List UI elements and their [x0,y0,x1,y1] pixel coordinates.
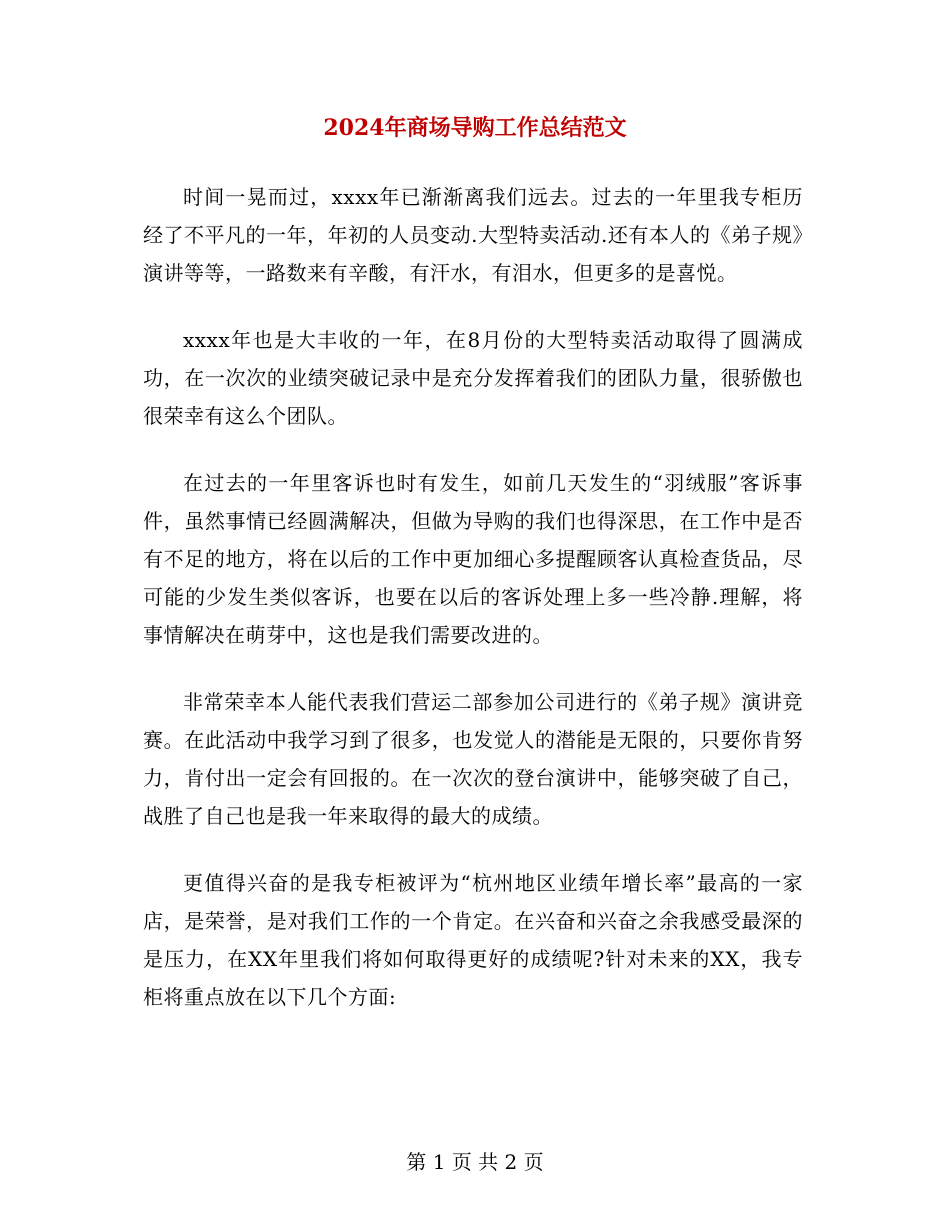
paragraph-4: 非常荣幸本人能代表我们营运二部参加公司进行的《弟子规》演讲竞赛。在此活动中我学习到了很多，也发觉人的潜能是无限的，只要你肯努力，肯付出一定会有回报的。在一次次的登台演讲中，能够突破了自己，战胜了自己也是我一年来取得的最大的成绩。 [143,690,803,828]
document-title: 2024年商场导购工作总结范文 [323,115,627,141]
paragraph-3: 在过去的一年里客诉也时有发生，如前几天发生的“羽绒服”客诉事件，虽然事情已经圆满解决，但做为导购的我们也得深思，在工作中是否有不足的地方，将在以后的工作中更加细心多提醒顾客认真检查货品，尽可能的少发生类似客诉，也要在以后的客诉处理上多一些冷静.理解，将事情解决在萌芽中，这也是我们需要改进的。 [143,471,803,647]
paragraph-2: xxxx年也是大丰收的一年，在8月份的大型特卖活动取得了圆满成功，在一次次的业绩突破记录中是充分发挥着我们的团队力量，很骄傲也很荣幸有这么个团队。 [143,328,803,428]
document-body [143,178,803,1045]
paragraph-5: 更值得兴奋的是我专柜被评为“杭州地区业绩年增长率”最高的一家店，是荣誉，是对我们工作的一个肯定。在兴奋和兴奋之余我感受最深的是压力，在XX年里我们将如何取得更好的成绩呢?针对未来的XX，我专柜将重点放在以下几个方面: [143,871,803,1009]
page-number-footer: 第 1 页 共 2 页 [406,1150,544,1174]
paragraph-1: 时间一晃而过，xxxx年已渐渐离我们远去。过去的一年里我专柜历经了不平凡的一年，年初的人员变动.大型特卖活动.还有本人的《弟子规》演讲等等，一路数来有辛酸，有汗水，有泪水，但更多的是喜悦。 [143,185,803,285]
